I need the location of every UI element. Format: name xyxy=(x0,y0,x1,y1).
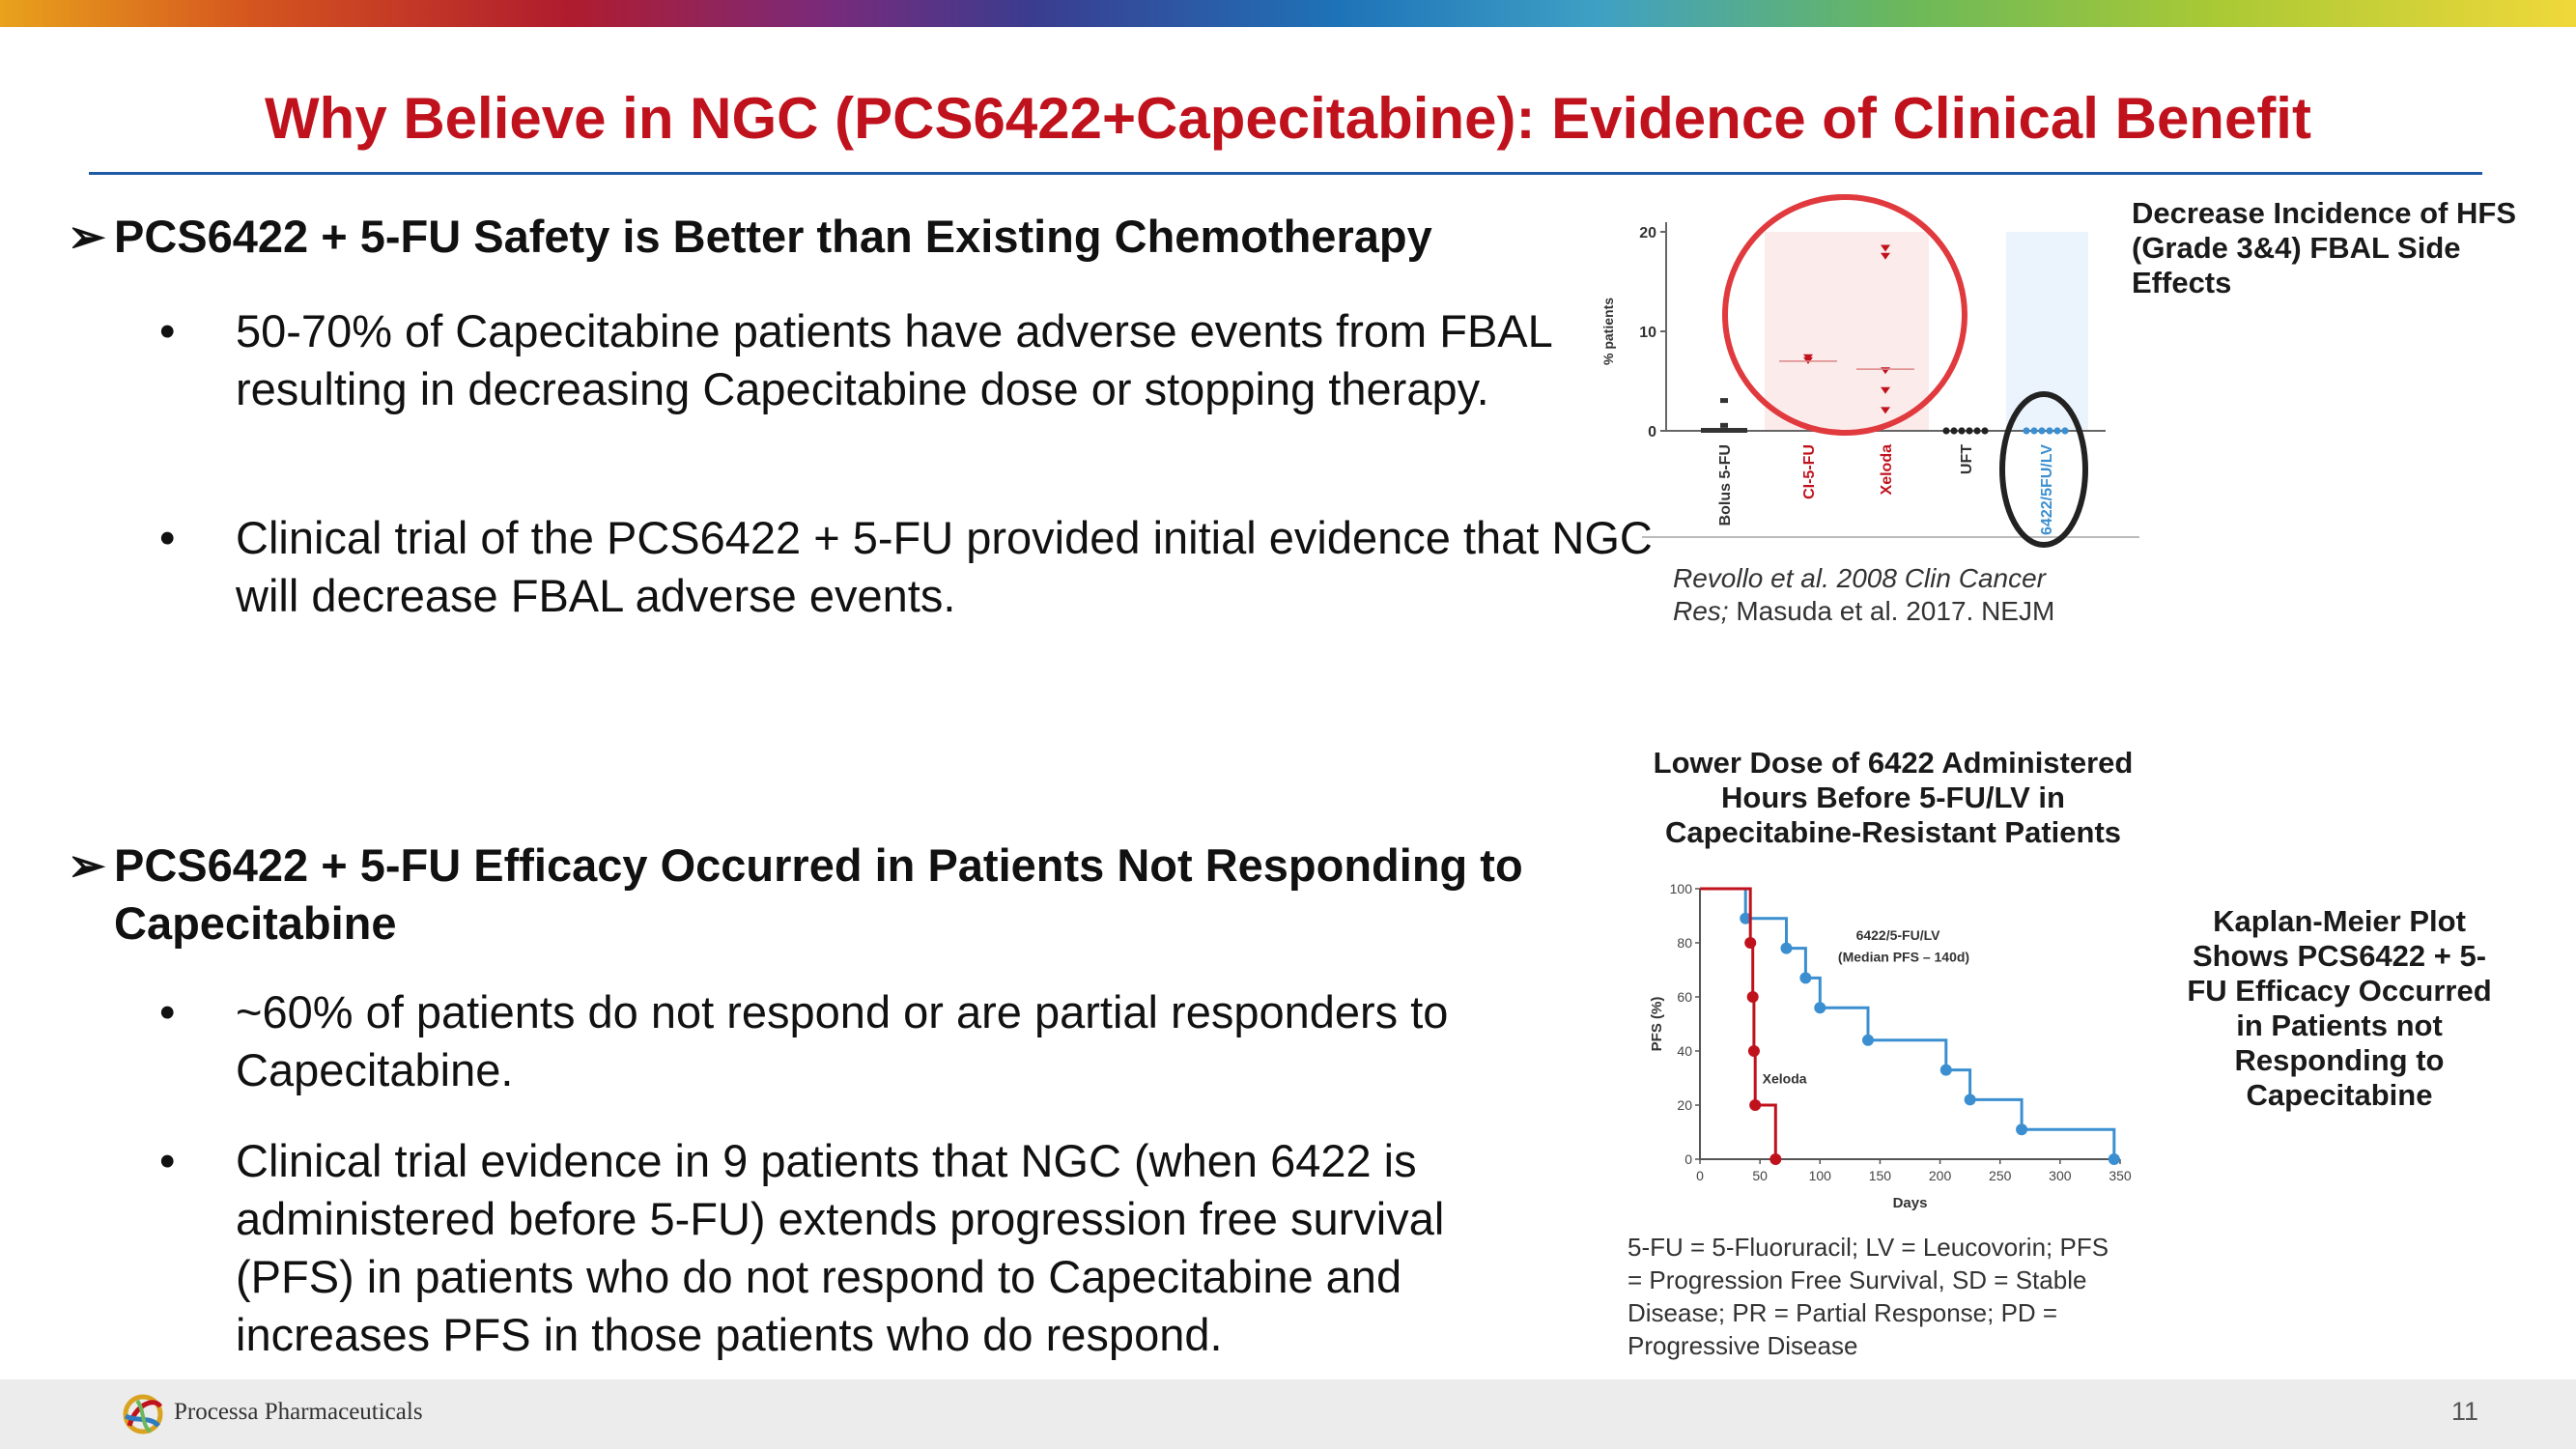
data-point xyxy=(1981,427,1988,434)
x-tick-label: 350 xyxy=(2109,1168,2132,1183)
data-point xyxy=(2046,427,2052,434)
category-label: UFT xyxy=(1959,444,1975,475)
band-6422 xyxy=(2006,232,2088,431)
data-point xyxy=(2023,427,2029,434)
data-point xyxy=(1942,427,1949,434)
x-tick-label: 0 xyxy=(1696,1168,1704,1183)
page-number: 11 xyxy=(2451,1397,2479,1426)
data-point xyxy=(1701,428,1709,433)
censor-marker xyxy=(1940,1065,1952,1076)
censor-marker xyxy=(2016,1123,2027,1135)
category-label: Xeloda xyxy=(1879,444,1895,496)
x-tick-label: 100 xyxy=(1808,1168,1831,1183)
x-tick-label: 200 xyxy=(1928,1168,1952,1183)
y-tick-label: 100 xyxy=(1669,881,1692,896)
censor-marker xyxy=(1965,1094,1976,1105)
km-side-caption: Kaplan-Meier Plot Shows PCS6422 + 5-FU Efficacy Occurred in Patients not Responding to Capecitabine xyxy=(2187,904,2492,1112)
bullet-icon: • xyxy=(159,986,176,1037)
x-tick-label: 150 xyxy=(1868,1168,1892,1183)
section-heading-safety: ➢ PCS6422 + 5-FU Safety is Better than Existing Chemotherapy xyxy=(68,208,1432,266)
y-tick-label: 80 xyxy=(1677,935,1692,951)
series-annotation: (Median PFS – 140d) xyxy=(1837,949,1970,965)
data-point xyxy=(1973,427,1980,434)
top-gradient-bar xyxy=(0,0,2576,27)
censor-marker xyxy=(1780,943,1792,954)
censor-marker xyxy=(1749,1099,1761,1111)
y-tick-label: 60 xyxy=(1677,989,1692,1005)
bullet-item: • Clinical trial evidence in 9 patients that NGC (when 6422 is administered before 5-FU) extends progression free survival (PFS) in patients who do not respond to Capecitabine and increases PFS in those patients who do respond. xyxy=(159,1132,1560,1364)
page-title: Why Believe in NGC (PCS6422+Capecitabine): Evidence of Clinical Benefit xyxy=(265,86,2311,151)
data-point xyxy=(1716,428,1724,433)
bullet-item: • 50-70% of Capecitabine patients have adverse events from FBAL resulting in decreasing Capecitabine dose or stopping therapy. xyxy=(159,302,1560,418)
fbal-figure-caption: Decrease Incidence of HFS (Grade 3&4) FBAL Side Effects xyxy=(2132,196,2516,299)
series-annotation: 6422/5-FU/LV xyxy=(1855,927,1940,944)
data-point xyxy=(2061,427,2068,434)
company-name: Processa Pharmaceuticals xyxy=(174,1399,423,1425)
censor-marker xyxy=(1814,1002,1826,1013)
abbreviations-note: 5-FU = 5-Fluoruracil; LV = Leucovorin; PFS = Progression Free Survival, SD = Stable Disease; PR = Partial Response; PD = Progressive Disease xyxy=(1628,1233,2109,1360)
category-label: Bolus 5-FU xyxy=(1717,444,1734,526)
censor-marker xyxy=(1748,1045,1760,1057)
data-point xyxy=(1720,398,1728,403)
category-label: 6422/5FU/LV xyxy=(2039,444,2055,535)
x-axis-label: Days xyxy=(1892,1195,1928,1211)
data-point xyxy=(1966,427,1972,434)
x-tick-label: 250 xyxy=(1989,1168,2012,1183)
series-annotation: Xeloda xyxy=(1762,1070,1807,1087)
censor-marker xyxy=(2109,1153,2120,1165)
bullet-icon: • xyxy=(159,512,176,563)
data-point xyxy=(1720,423,1728,428)
kaplan-meier-chart xyxy=(1632,869,2154,1217)
processa-logo-icon xyxy=(116,1387,170,1441)
censor-marker xyxy=(1747,991,1759,1003)
bullet-icon: • xyxy=(159,305,176,356)
fbal-citation: Revollo et al. 2008 Clin Cancer Res; Masuda et al. 2017. NEJM xyxy=(1673,563,2055,626)
data-point xyxy=(2053,427,2060,434)
censor-marker xyxy=(1862,1035,1874,1046)
bullet-item: • ~60% of patients do not respond or are partial responders to Capecitabine. xyxy=(159,983,1560,1099)
censor-marker xyxy=(1744,937,1756,949)
y-axis-label: % patients xyxy=(1600,297,1616,366)
data-point xyxy=(2030,427,2037,434)
data-point xyxy=(2038,427,2045,434)
km-figure-title: Lower Dose of 6422 Administered Hours Before 5-FU/LV in Capecitabine-Resistant Patients xyxy=(1653,746,2134,849)
y-tick-label: 20 xyxy=(1639,225,1656,242)
y-tick-label: 10 xyxy=(1639,325,1656,341)
category-label: CI-5-FU xyxy=(1801,444,1818,499)
xeloda-band xyxy=(1765,232,1929,431)
x-tick-label: 300 xyxy=(2049,1168,2072,1183)
censor-marker xyxy=(1799,972,1811,983)
data-point xyxy=(1732,428,1740,433)
data-point xyxy=(1740,428,1747,433)
bullet-item: • Clinical trial of the PCS6422 + 5-FU provided initial evidence that NGC will decrease FBAL adverse events. xyxy=(159,509,1656,625)
data-point xyxy=(1950,427,1957,434)
y-tick-label: 0 xyxy=(1648,424,1656,440)
data-point xyxy=(1709,428,1716,433)
data-point xyxy=(1724,428,1732,433)
y-tick-label: 20 xyxy=(1677,1097,1692,1113)
arrow-bullet-icon: ➢ xyxy=(68,211,106,262)
arrow-bullet-icon: ➢ xyxy=(68,839,106,891)
data-point xyxy=(1958,427,1965,434)
bullet-icon: • xyxy=(159,1135,176,1186)
y-tick-label: 0 xyxy=(1684,1151,1692,1167)
km-curve-xeloda xyxy=(1700,889,1775,1159)
y-axis-label: PFS (%) xyxy=(1649,996,1665,1052)
section-heading-efficacy: ➢ PCS6422 + 5-FU Efficacy Occurred in Patients Not Responding to Capecitabine xyxy=(68,837,1652,952)
title-divider xyxy=(89,172,2482,175)
x-tick-label: 50 xyxy=(1752,1168,1768,1183)
censor-marker xyxy=(1769,1153,1781,1165)
y-tick-label: 40 xyxy=(1677,1043,1692,1059)
fbal-incidence-chart xyxy=(1584,193,2154,560)
